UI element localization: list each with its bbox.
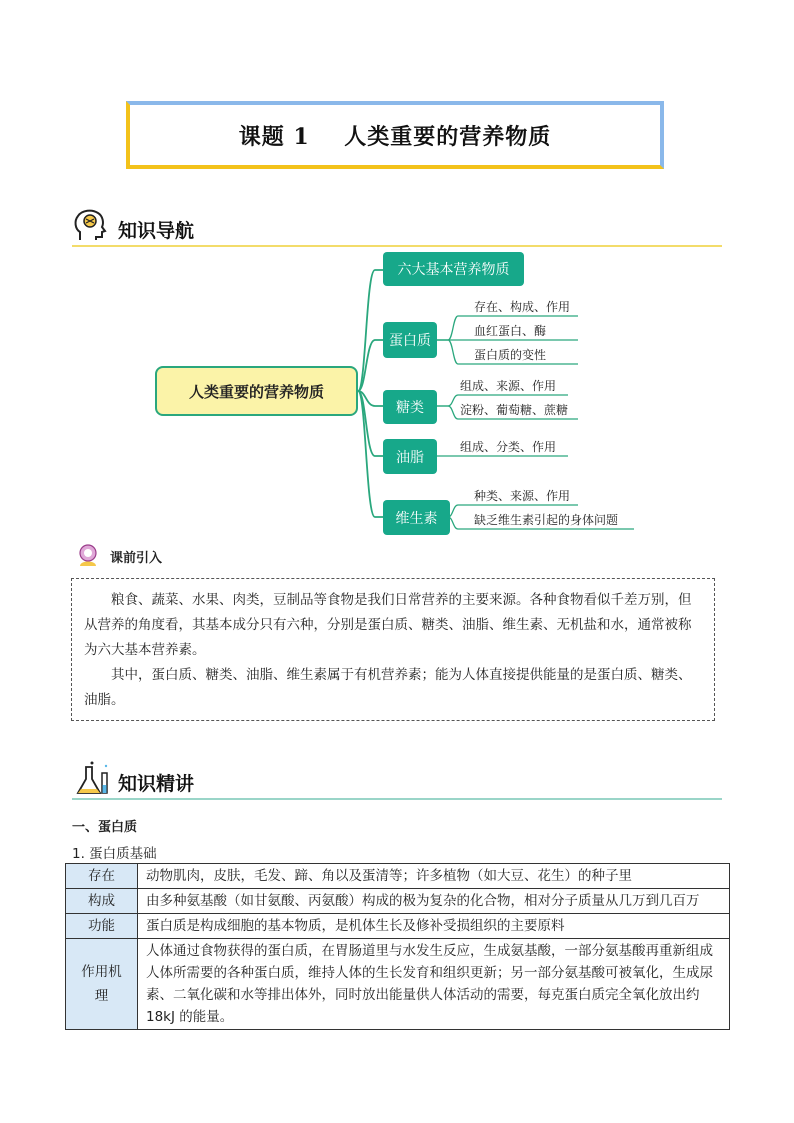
table-row <box>66 864 730 889</box>
mindmap-center-node: 人类重要的营养物质 <box>155 366 358 416</box>
table-cell: 蛋白质是构成细胞的基本物质，是机体生长及修补受损组织的主要原料 <box>138 914 730 939</box>
protein-basics-table <box>65 863 730 1030</box>
table-cell: 动物肌肉，皮肤，毛发、蹄、角以及蛋清等；许多植物（如大豆、花生）的种子里 <box>138 864 730 889</box>
mindmap-leaf: 蛋白质的变性 <box>474 348 547 362</box>
table-row <box>66 939 730 1030</box>
mindmap-leaf: 淀粉、葡萄糖、蔗糖 <box>460 403 569 417</box>
sub-item-title: 1. 蛋白质基础 <box>72 846 157 862</box>
table-cell: 由多种氨基酸（如甘氨酸、丙氨酸）构成的极为复杂的化合物，相对分子质量从几万到几百万 <box>138 889 730 914</box>
table-header-cell: 作用机理 <box>66 939 138 1030</box>
mindmap-leaf: 存在、构成、作用 <box>474 300 571 314</box>
mindmap-leaf: 组成、分类、作用 <box>460 440 557 454</box>
flask-icon <box>72 759 110 797</box>
table-header-cell: 构成 <box>66 889 138 914</box>
mindmap-leaf: 种类、来源、作用 <box>474 489 571 503</box>
mindmap-node-fat: 油脂 <box>383 439 437 474</box>
intro-heading: 课前引入 <box>110 551 163 566</box>
intro-paragraph-2: 其中，蛋白质、糖类、油脂、维生素属于有机营养素；能为人体直接提供能量的是蛋白质、糖类、油脂。 <box>84 667 692 708</box>
table-header-cell: 存在 <box>66 864 138 889</box>
mindmap-node-protein: 蛋白质 <box>383 322 437 358</box>
intro-box <box>71 578 715 721</box>
table-row <box>66 914 730 939</box>
table-row <box>66 889 730 914</box>
mindmap-node-vitamin: 维生素 <box>383 500 450 535</box>
subsection-title: 一、蛋白质 <box>72 820 138 835</box>
mindmap-leaf: 缺乏维生素引起的身体问题 <box>474 513 619 527</box>
intro-person-icon <box>76 543 100 567</box>
intro-paragraph-1: 粮食、蔬菜、水果、肉类，豆制品等食物是我们日常营养的主要来源。各种食物看似千差万别，但从营养的角度看，其基本成分只有六种，分别是蛋白质、糖类、油脂、维生素、无机盐和水，通常被称为六大基本营养素。 <box>84 592 692 658</box>
table-cell: 人体通过食物获得的蛋白质，在胃肠道里与水发生反应，生成氨基酸，一部分氨基酸再重新组成人体所需要的各种蛋白质，维持人体的生长发育和组织更新；另一部分氨基酸可被氧化，生成尿素、二氧化碳和水等排出体外，同时放出能量供人体活动的需要，每克蛋白质完全氧化放出约 18kJ 的能量。 <box>138 939 730 1030</box>
table-header-cell: 功能 <box>66 914 138 939</box>
page-title: 课题 1 人类重要的营养物质 <box>238 123 552 150</box>
lecture-section-rule <box>72 798 722 800</box>
mindmap-leaf: 血红蛋白、酶 <box>474 324 547 338</box>
mindmap-node-carbohydrate: 糖类 <box>383 390 437 424</box>
nav-section-label: 知识导航 <box>118 220 195 242</box>
lecture-section-label: 知识精讲 <box>118 773 195 795</box>
mindmap-node-six-nutrients: 六大基本营养物质 <box>383 252 524 286</box>
mindmap-leaf: 组成、来源、作用 <box>460 379 557 393</box>
lecture-section-header <box>72 756 722 800</box>
